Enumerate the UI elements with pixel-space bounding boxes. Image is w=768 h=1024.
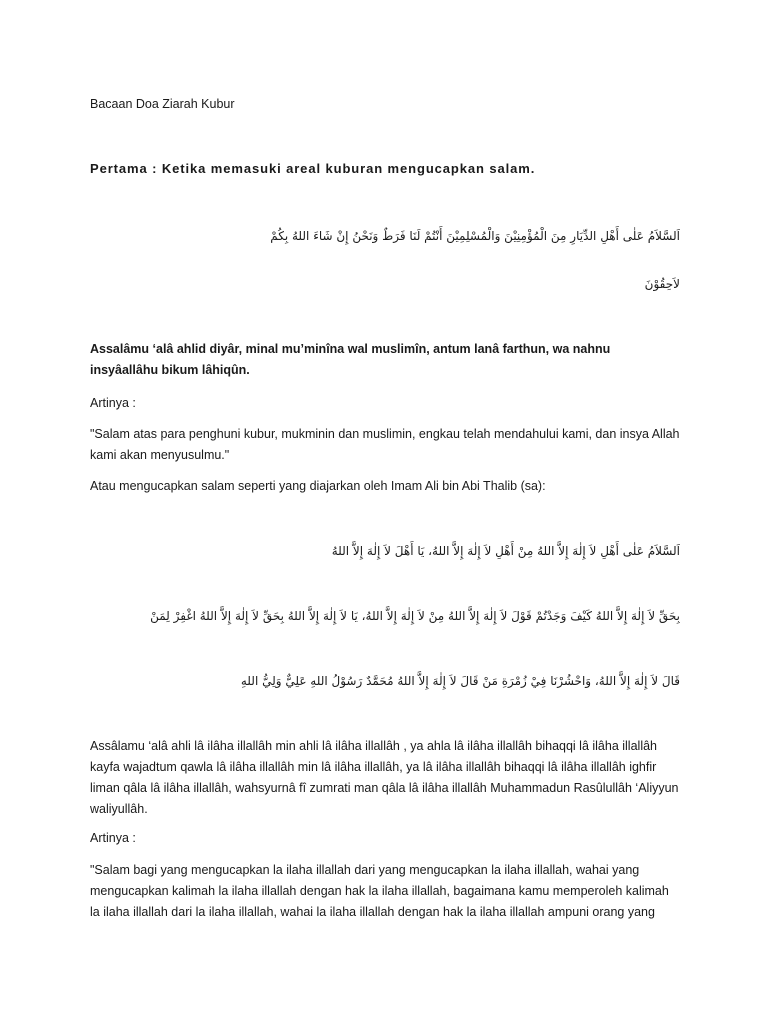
- arabic-prayer-2-line-1: اَلسَّلاَمُ عَلٰى أَهْلِ لاَ إِلٰهَ إِلاَّ اللهُ مِنْ أَهْلِ لاَ إِلٰهَ إِلاَّ اللهُ، يَا أَهْلَ لاَ إِلٰهَ إِلاَّ اللهُ: [331, 544, 680, 558]
- intro-imam-ali: Atau mengucapkan salam seperti yang diajarkan oleh Imam Ali bin Abi Thalib (sa):: [90, 479, 546, 493]
- document-title: Bacaan Doa Ziarah Kubur: [90, 97, 235, 111]
- transliteration-2: Assâlamu ‘alâ ahli lâ ilâha illallâh min ahli lâ ilâha illallâh , ya ahla lâ ilâha illallâh bihaqqi lâ ilâha illallâh kayfa wajadtum qawla lâ ilâha illallâh min lâ ilâha illallâh, ya lâ ilâha illallâh bihaqqi lâ ilâha illallâh ighfir liman qâla lâ ilâha illallâh, wahsyurnâ fî zumrati man qâla lâ ilâha illallâh Muhammadun Rasûlullâh ‘Aliyyun waliyullâh.: [90, 739, 679, 816]
- artinya-label-2: Artinya :: [90, 831, 136, 845]
- arabic-prayer-1-line-1: اَلسَّلاَمُ عَلٰى أَهْلِ الدِّيَارِ مِنَ الْمُؤْمِنِيْنَ وَالْمُسْلِمِيْنَ أَنْتُمْ لَنَا فَرَطٌ وَنَحْنُ إِنْ شَاءَ اللهُ بِكُمْ: [270, 229, 680, 243]
- meaning-1: "Salam atas para penghuni kubur, mukminin dan muslimin, engkau telah mendahului kami, dan insya Allah kami akan menyusulmu.": [90, 427, 680, 462]
- arabic-prayer-2-line-2: بِحَقِّ لاَ إِلٰهَ إِلاَّ اللهُ كَيْفَ وَجَدْتُمْ قَوْلَ لاَ إِلٰهَ إِلاَّ اللهُ مِنْ لاَ إِلٰهَ إِلاَّ اللهُ، يَا لاَ إِلٰهَ إِلاَّ اللهُ بِحَقِّ لاَ إِلٰهَ إِلاَّ اللهُ اغْفِرْ لِمَنْ: [150, 609, 680, 623]
- transliteration-1: Assalâmu ‘alâ ahlid diyâr, minal mu’minîna wal muslimîn, antum lanâ farthun, wa nahnu insyâallâhu bikum lâhiqûn.: [90, 342, 611, 377]
- section-heading-salam: Pertama : Ketika memasuki areal kuburan mengucapkan salam.: [90, 161, 536, 176]
- artinya-label-1: Artinya :: [90, 396, 136, 410]
- meaning-2: "Salam bagi yang mengucapkan la ilaha illallah dari yang mengucapkan la ilaha illallah, wahai yang mengucapkan kalimah la ilaha illallah dengan hak la ilaha illallah, bagaimana kamu memperoleh kalimah la ilaha illallah dari la ilaha illallah, wahai la ilaha illallah dengan hak la ilaha illallah ampuni orang yang: [90, 863, 669, 919]
- arabic-prayer-2-line-3: قَالَ لاَ إِلٰهَ إِلاَّ اللهُ، وَاحْشُرْنَا فِيْ زُمْرَةِ مَنْ قَالَ لاَ إِلٰهَ إِلاَّ اللهُ مُحَمَّدٌ رَسُوْلُ اللهِ عَلِيٌّ وَلِيُّ اللهِ: [240, 674, 680, 688]
- arabic-prayer-1-line-2: لاَحِقُوْنَ: [644, 277, 680, 291]
